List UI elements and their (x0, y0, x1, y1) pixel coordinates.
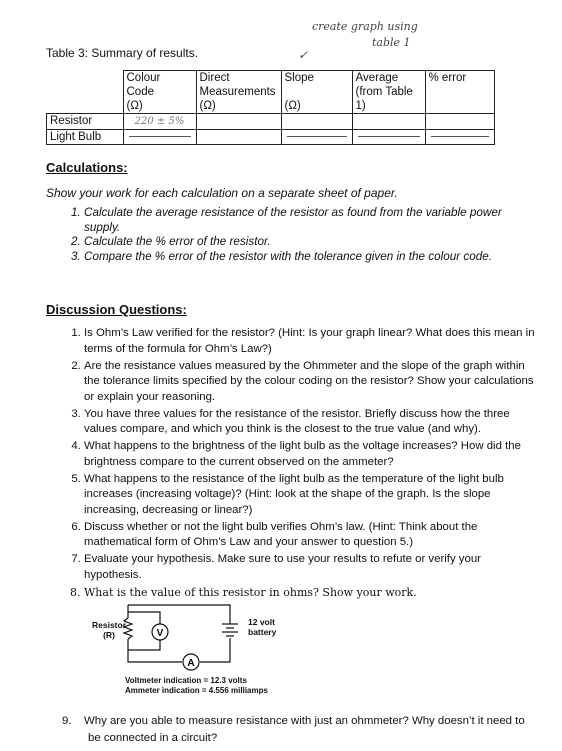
list-item: 1. Calculate the average resistance of the resistor as found from the variable power supply. (84, 206, 534, 235)
blank-line (431, 136, 489, 137)
resistor-symbol-text: (R) (103, 630, 115, 640)
header-line: (Ω) (199, 100, 216, 112)
table-cell (425, 114, 494, 130)
table-cell (196, 130, 281, 145)
battery-label-line: battery (248, 627, 277, 637)
table-row (47, 130, 495, 145)
header-line: Average (355, 72, 399, 84)
table-cell-blank (123, 130, 196, 145)
table-row (47, 114, 495, 130)
table-cell-blank (281, 130, 352, 145)
discussion-list (62, 326, 539, 602)
voltmeter-reading: Voltmeter indication = 12.3 volts (125, 676, 247, 685)
resistor-colour-code (123, 114, 196, 130)
handwritten-note-line2: table 1 (372, 36, 411, 49)
calculations-intro: Show your work for each calculation on a separate sheet of paper. (46, 186, 398, 200)
results-table (46, 70, 495, 145)
table-title: Table 3: Summary of results. (46, 46, 199, 60)
header-average (352, 71, 425, 114)
table-header-row (47, 71, 495, 114)
header-line: Colour (126, 72, 161, 84)
header-cell-empty (47, 71, 124, 114)
table-cell (196, 114, 281, 130)
header-percent-error (425, 71, 494, 114)
handwritten-value: 220 ± 5% (134, 116, 185, 127)
blank-line (287, 136, 347, 137)
list-item: 3. You have three values for the resistance of the resistor. Briefly discuss how the three values compare, and which you think is the closest to the true value (and why). (84, 407, 539, 438)
list-item: 2. Are the resistance values measured by the Ohmmeter and the slope of the graph within the tolerance limits specified by the colour coding on the resistor? Show your calculations or explain your reasoning. (84, 359, 539, 406)
resistor-label-text: Resistor (92, 620, 127, 630)
list-item: 5. What happens to the resistance of the light bulb as the temperature of the light bulb increases (increasing voltage)? (Hint: look at the shape of the graph. Is the slope increasing, decreasing or linear?) (84, 472, 539, 519)
table-cell-blank (352, 130, 425, 145)
check-mark: ✓ (298, 48, 309, 62)
table-cell (352, 114, 425, 130)
header-line: Direct (199, 72, 230, 84)
circuit-wire (128, 640, 160, 650)
circuit-diagram (118, 600, 248, 672)
discussion-heading: Discussion Questions: (46, 302, 187, 317)
header-line: Measurements (199, 86, 276, 98)
table-cell (281, 114, 352, 130)
question-9-line1: Why are you able to measure resistance with just an ohmmeter? Why doesn’t it need to (84, 715, 525, 727)
question-9-line2: be connected in a circuit? (88, 732, 218, 744)
question-9 (62, 713, 532, 747)
header-line: (from Table (355, 86, 413, 98)
battery-label (248, 617, 276, 637)
voltmeter-letter: V (156, 628, 164, 639)
header-line: (Ω) (284, 100, 301, 112)
calculations-heading: Calculations: (46, 160, 128, 175)
header-slope (281, 71, 352, 114)
list-item: 2. Calculate the % error of the resistor. (84, 235, 534, 250)
header-line: % error (428, 72, 467, 84)
row-label-resistor: Resistor (47, 114, 124, 130)
meter-readings (125, 676, 268, 696)
ammeter-reading: Ammeter indication = 4.556 milliamps (125, 686, 268, 695)
blank-line (129, 136, 191, 137)
calculations-list (62, 206, 534, 264)
list-item: 4. What happens to the brightness of the light bulb as the voltage increases? How did the brightness compare to the current observed on the ammeter? (84, 439, 539, 470)
list-item: 3. Compare the % error of the resistor with the tolerance given in the colour code. (84, 250, 534, 265)
battery-label-line: 12 volt (248, 617, 275, 627)
header-line: 1) (355, 100, 366, 112)
circuit-wire (200, 638, 230, 662)
blank-line (358, 136, 420, 137)
handwritten-note-line1: create graph using (312, 20, 418, 33)
row-label-light-bulb: Light Bulb (47, 130, 124, 145)
header-line: Slope (284, 72, 314, 84)
question-number: 9. (62, 715, 72, 727)
circuit-wire (128, 612, 160, 624)
ammeter-letter: A (187, 658, 195, 669)
header-colour-code (123, 71, 196, 114)
table-cell-blank (425, 130, 494, 145)
header-line: (Ω) (126, 100, 143, 112)
circuit-wire (128, 605, 230, 624)
handwritten-note (312, 20, 418, 33)
list-item: 8. What is the value of this resistor in ohms? Show your work. (84, 585, 539, 601)
list-item: 6. Discuss whether or not the light bulb verifies Ohm’s law. (Hint: Think about the mathematical form of Ohm’s Law and your answer to question 5.) (84, 520, 539, 551)
list-item: 7. Evaluate your hypothesis. Make sure to use your results to refute or verify your hypothesis. (84, 552, 539, 583)
resistor-symbol (124, 618, 132, 639)
header-line: Code (126, 86, 154, 98)
list-item: 1. Is Ohm’s Law verified for the resistor? (Hint: Is your graph linear? What does this mean in terms of the formula for Ohm’s Law?) (84, 326, 539, 357)
handwritten-note-second (372, 36, 411, 49)
header-direct-measurements (196, 71, 281, 114)
